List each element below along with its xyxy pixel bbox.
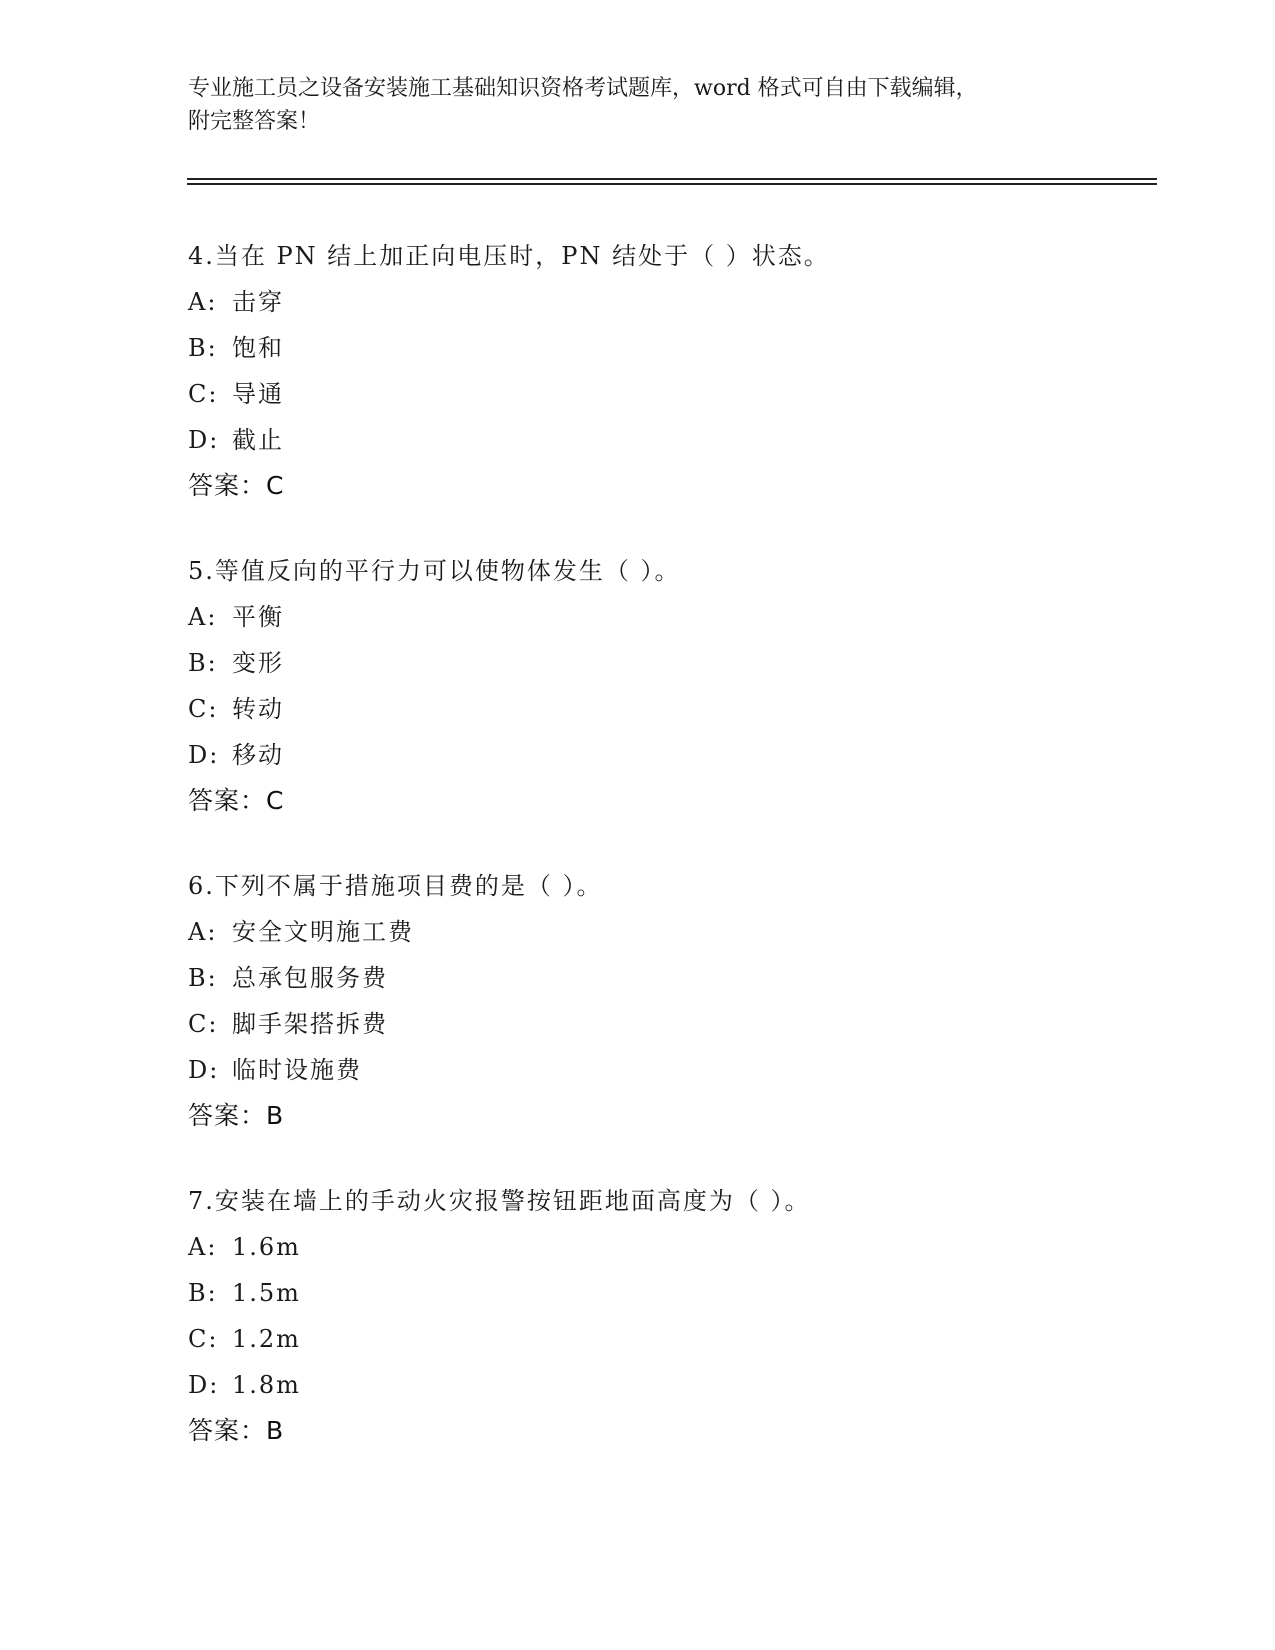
option-text: 转动: [232, 695, 284, 723]
option-b: [188, 955, 1148, 1001]
option-a: [188, 279, 1148, 325]
question-block: [188, 548, 1148, 824]
option-text: 总承包服务费: [232, 964, 388, 992]
option-text: 饱和: [232, 334, 284, 362]
option-key: C:: [188, 695, 219, 723]
option-a: [188, 1224, 1148, 1270]
header-divider-top: [187, 178, 1157, 180]
answer-line: 答案：B: [188, 1101, 285, 1130]
option-key: B:: [188, 1279, 218, 1307]
option-key: A:: [188, 918, 218, 946]
option-text: 导通: [232, 380, 284, 408]
option-b: [188, 640, 1148, 686]
option-text: 截止: [232, 426, 284, 454]
option-text: 1.6m: [232, 1233, 301, 1261]
option-d: [188, 417, 1148, 463]
option-text: 脚手架搭拆费: [232, 1010, 388, 1038]
answer-line: 答案：C: [188, 786, 285, 815]
option-text: 1.5m: [232, 1279, 301, 1307]
question-block: [188, 1178, 1148, 1454]
option-key: D:: [188, 1056, 220, 1084]
question-block: [188, 233, 1148, 509]
document-header: [188, 72, 1088, 138]
question-stem: 7.安装在墙上的手动火灾报警按钮距地面高度为（ ）。: [188, 1187, 811, 1215]
option-d: [188, 1362, 1148, 1408]
option-key: A:: [188, 603, 218, 631]
question-stem: 4.当在 PN 结上加正向电压时，PN 结处于（ ）状态。: [188, 242, 830, 270]
option-key: D:: [188, 426, 220, 454]
header-divider-bottom: [187, 183, 1157, 185]
option-d: [188, 732, 1148, 778]
option-d: [188, 1047, 1148, 1093]
option-text: 临时设施费: [232, 1056, 362, 1084]
option-key: C:: [188, 1010, 219, 1038]
option-text: 1.2m: [232, 1325, 301, 1353]
question-block: [188, 863, 1148, 1139]
question-stem: 5.等值反向的平行力可以使物体发生（ ）。: [188, 557, 681, 585]
answer-line: 答案：C: [188, 471, 285, 500]
option-b: [188, 325, 1148, 371]
option-key: B:: [188, 334, 218, 362]
header-line-1: 专业施工员之设备安装施工基础知识资格考试题库，word 格式可自由下载编辑，: [188, 76, 978, 101]
header-line-2: 附完整答案！: [188, 109, 321, 134]
option-c: [188, 686, 1148, 732]
option-text: 安全文明施工费: [232, 918, 414, 946]
option-text: 1.8m: [232, 1371, 301, 1399]
option-key: D:: [188, 741, 220, 769]
option-c: [188, 1001, 1148, 1047]
option-key: A:: [188, 288, 218, 316]
option-a: [188, 909, 1148, 955]
option-text: 变形: [232, 649, 284, 677]
answer-line: 答案：B: [188, 1416, 285, 1445]
option-key: A:: [188, 1233, 218, 1261]
option-c: [188, 371, 1148, 417]
option-key: B:: [188, 964, 218, 992]
option-key: D:: [188, 1371, 220, 1399]
option-text: 移动: [232, 741, 284, 769]
option-key: C:: [188, 1325, 219, 1353]
option-b: [188, 1270, 1148, 1316]
option-a: [188, 594, 1148, 640]
option-c: [188, 1316, 1148, 1362]
option-text: 平衡: [232, 603, 284, 631]
option-key: B:: [188, 649, 218, 677]
option-key: C:: [188, 380, 219, 408]
option-text: 击穿: [232, 288, 284, 316]
question-stem: 6.下列不属于措施项目费的是（ ）。: [188, 872, 603, 900]
